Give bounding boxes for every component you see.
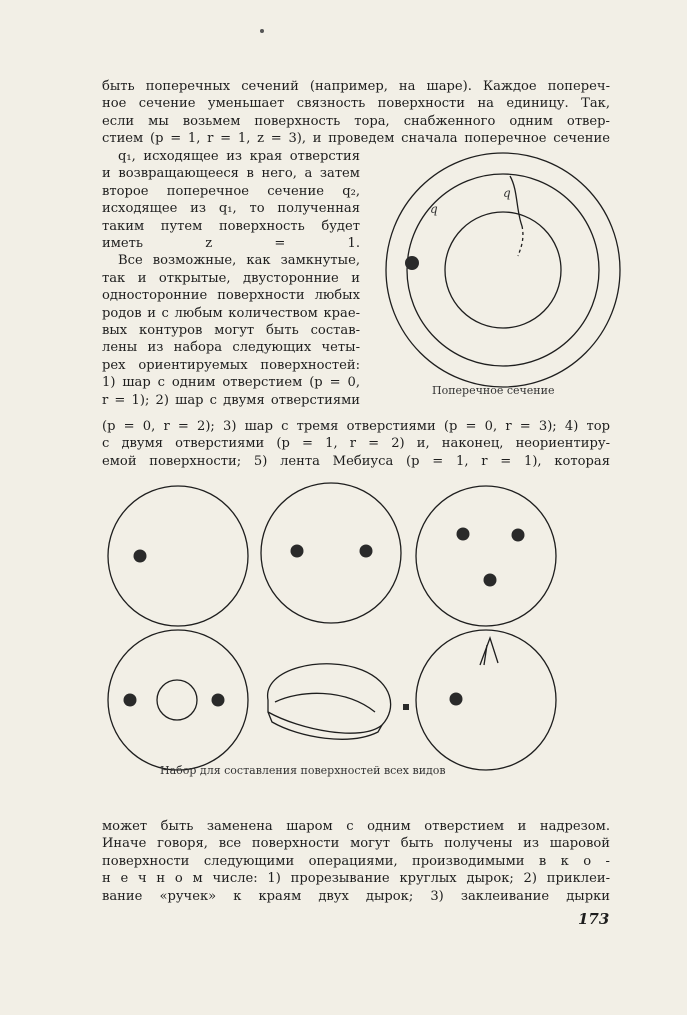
hole <box>457 528 470 541</box>
text-line: вание «ручек» к краям двух дырок; 3) заклеивание дырки <box>102 888 610 904</box>
text-line: и возвращающееся в него, а затем <box>102 166 360 182</box>
sphere-two-holes <box>261 483 401 623</box>
q2-label: q <box>430 202 438 216</box>
text-line: второе поперечное сечение q₂, <box>102 183 360 199</box>
text-line: вых контуров могут быть состав- <box>102 323 360 339</box>
mobius-strip <box>268 664 391 733</box>
sphere-one-hole <box>108 486 248 626</box>
hole <box>124 694 137 707</box>
text-line: родов и с любым количеством крае- <box>102 305 360 321</box>
text-line: н е ч н о м числе: 1) прорезывание круглых дырок; 2) приклеи- <box>102 871 610 887</box>
text-line: если мы возьмем поверхность тора, снабженного одним отвер- <box>102 113 610 129</box>
text-line: рех ориентируемых поверхностей: <box>102 357 360 373</box>
text-line: с двумя отверстиями (p = 1, r = 2) и, наконец, неориентиру- <box>102 436 610 452</box>
text-line: Иначе говоря, все поверхности могут быть получены из шаровой <box>102 836 610 852</box>
text-line: исходящее из q₁, то полученная <box>102 201 360 217</box>
mobius-edge <box>268 712 382 739</box>
hole <box>212 694 225 707</box>
hole <box>360 545 373 558</box>
text-line: стием (p = 1, r = 1, z = 3), и проведем сначала поперечное сечение <box>102 131 610 147</box>
hole <box>450 693 463 706</box>
text-line: может быть заменена шаром с одним отверстием и надрезом. <box>102 819 610 834</box>
hole <box>291 545 304 558</box>
hole <box>512 529 525 542</box>
text-line: таким путем поверхность будет <box>102 218 360 234</box>
hole <box>484 574 497 587</box>
text-line: (p = 0, r = 2); 3) шар с тремя отверстиями (p = 0, r = 3); 4) тор <box>102 419 610 434</box>
hole <box>134 550 147 563</box>
sphere-three-holes <box>416 486 556 626</box>
text-line: r = 1); 2) шар с двумя отверстиями <box>102 392 360 408</box>
cut-mark <box>480 638 498 665</box>
text-line: быть поперечных сечений (например, на шаре). Каждое попереч- <box>102 79 610 94</box>
text-line: поверхности следующими операциями, производимыми в к о - <box>102 853 610 869</box>
text-line: ное сечение уменьшает связность поверхности на единицу. Так, <box>102 96 610 112</box>
torus-center-ring <box>157 680 197 720</box>
text-line: лены из набора следующих четы- <box>102 340 360 356</box>
figure2-caption: Набор для составления поверхностей всех видов <box>160 764 446 777</box>
equals-marker <box>403 704 409 710</box>
cut-mark-inner <box>484 645 487 665</box>
figure1-caption: Поперечное сечение <box>432 384 555 397</box>
q1-label: q <box>503 186 511 200</box>
text-line: односторонние поверхности любых <box>102 288 360 304</box>
mobius-inner <box>275 693 375 712</box>
text-line: так и открытые, двусторонние и <box>102 270 360 286</box>
text-line: емой поверхности; 5) лента Мебиуса (p = 1, r = 1), которая <box>102 453 610 469</box>
page-number: 173 <box>578 910 610 928</box>
text-line: q₁, исходящее из края отверстия <box>118 149 360 164</box>
bottom-paragraph <box>102 818 610 905</box>
text-line: Все возможные, как замкнутые, <box>118 253 360 269</box>
text-line: 1) шар с одним отверстием (p = 0, <box>102 375 360 391</box>
text-line: иметь z = 1. <box>102 236 360 252</box>
